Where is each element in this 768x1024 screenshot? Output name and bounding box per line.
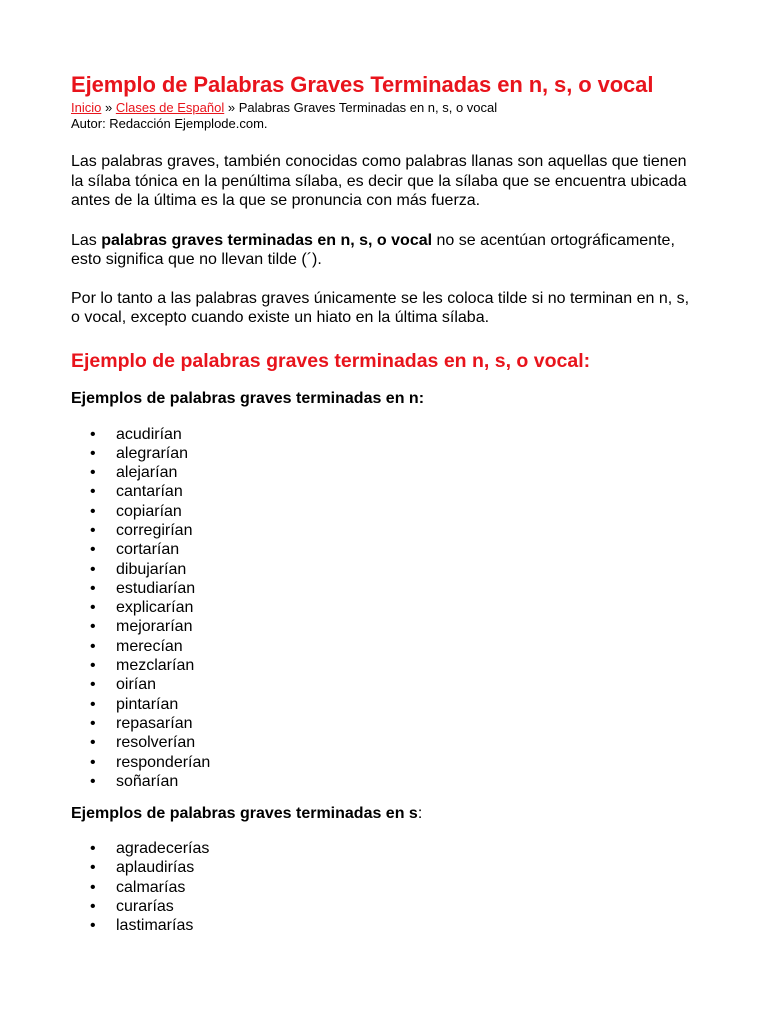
- list-item-text: cortarían: [116, 541, 180, 559]
- word-list-n: [71, 425, 696, 792]
- list-item: [71, 444, 696, 463]
- list-item: [71, 463, 696, 482]
- list-item-text: mejorarían: [116, 618, 193, 636]
- word-list-s: [71, 839, 696, 935]
- section-subtitle: Ejemplo de palabras graves terminadas en n, s, o vocal:: [71, 349, 591, 372]
- list-item-text: repasarían: [116, 714, 193, 732]
- bullet-icon: •: [90, 579, 96, 597]
- breadcrumb-separator: »: [224, 100, 239, 115]
- list-item: [71, 858, 696, 877]
- list-item-text: cantarían: [116, 483, 183, 501]
- list-item-text: mezclarían: [116, 657, 195, 675]
- bullet-icon: •: [90, 917, 96, 935]
- list-item: [71, 521, 696, 540]
- list-item: [71, 425, 696, 444]
- list-item-text: agradecerías: [116, 840, 210, 858]
- list-heading-s-text: Ejemplos de palabras graves terminadas en s: [71, 805, 418, 823]
- bullet-icon: •: [90, 878, 96, 896]
- list-item: [71, 733, 696, 752]
- list-item-text: aplaudirías: [116, 859, 195, 877]
- list-item: [71, 617, 696, 636]
- bullet-icon: •: [90, 618, 96, 636]
- bullet-icon: •: [90, 502, 96, 520]
- bullet-icon: •: [90, 483, 96, 501]
- bullet-icon: •: [90, 541, 96, 559]
- bullet-icon: •: [90, 444, 96, 462]
- list-item: [71, 540, 696, 559]
- list-item-text: dibujarían: [116, 560, 187, 578]
- list-item: [71, 675, 696, 694]
- exception-paragraph: Por lo tanto a las palabras graves únicamente se les coloca tilde si no terminan en n, s, o vocal, excepto cuando existe un hiato en la última sílaba.: [71, 289, 690, 326]
- list-item-text: estudiarían: [116, 579, 196, 597]
- list-item-text: curarías: [116, 898, 174, 916]
- breadcrumb-current: Palabras Graves Terminadas en n, s, o vocal: [238, 100, 498, 115]
- bullet-icon: •: [90, 657, 96, 675]
- list-item-text: resolverían: [116, 734, 196, 752]
- bullet-icon: •: [90, 753, 96, 771]
- list-item: [71, 916, 696, 935]
- breadcrumb-link-home[interactable]: Inicio: [71, 100, 102, 115]
- list-item-text: alegrarían: [116, 444, 189, 462]
- bullet-icon: •: [90, 695, 96, 713]
- rule-text-start: Las: [71, 231, 102, 249]
- list-item-text: explicarían: [116, 599, 194, 617]
- list-item: [71, 656, 696, 675]
- page-title: Ejemplo de Palabras Graves Terminadas en n, s, o vocal: [71, 72, 654, 97]
- list-item: [71, 502, 696, 521]
- list-item-text: corregirían: [116, 521, 193, 539]
- bullet-icon: •: [90, 898, 96, 916]
- list-item-text: oirían: [116, 676, 157, 694]
- list-heading-s: [71, 804, 696, 824]
- list-item: [71, 560, 696, 579]
- rule-paragraph: [71, 231, 696, 270]
- bullet-icon: •: [90, 840, 96, 858]
- bullet-icon: •: [90, 714, 96, 732]
- list-item: [71, 753, 696, 772]
- list-item-text: soñarían: [116, 772, 179, 790]
- list-item: [71, 839, 696, 858]
- bullet-icon: •: [90, 560, 96, 578]
- list-item-text: merecían: [116, 637, 183, 655]
- list-item-text: pintarían: [116, 695, 179, 713]
- list-item: [71, 878, 696, 897]
- list-item-text: alejarían: [116, 464, 178, 482]
- list-item-text: copiarían: [116, 502, 182, 520]
- bullet-icon: •: [90, 859, 96, 877]
- list-item: [71, 897, 696, 916]
- list-item: [71, 598, 696, 617]
- list-item: [71, 482, 696, 501]
- breadcrumb-link-section[interactable]: Clases de Español: [115, 100, 225, 115]
- list-item-text: calmarías: [116, 878, 186, 896]
- bullet-icon: •: [90, 599, 96, 617]
- list-item: [71, 695, 696, 714]
- list-item: [71, 772, 696, 791]
- bullet-icon: •: [90, 521, 96, 539]
- list-item-text: responderían: [116, 753, 211, 771]
- list-heading-n: Ejemplos de palabras graves terminadas en n:: [71, 389, 425, 407]
- bullet-icon: •: [90, 425, 96, 443]
- bullet-icon: •: [90, 464, 96, 482]
- list-item-text: lastimarías: [116, 917, 194, 935]
- bullet-icon: •: [90, 734, 96, 752]
- bullet-icon: •: [90, 772, 96, 790]
- list-item: [71, 637, 696, 656]
- breadcrumb: [71, 100, 696, 116]
- author-line: Autor: Redacción Ejemplode.com.: [71, 116, 268, 131]
- rule-text-bold: palabras graves terminadas en n, s, o vocal: [101, 231, 433, 249]
- rule-text-end: no se acentúan ortográficamente, esto significa que no llevan tilde (´).: [71, 231, 675, 268]
- bullet-icon: •: [90, 637, 96, 655]
- list-item: [71, 714, 696, 733]
- list-heading-s-colon: :: [417, 805, 423, 823]
- list-item-text: acudirían: [116, 425, 182, 443]
- list-item: [71, 579, 696, 598]
- bullet-icon: •: [90, 676, 96, 694]
- intro-paragraph: Las palabras graves, también conocidas como palabras llanas son aquellas que tienen la sílaba tónica en la penúltima sílaba, es decir que la sílaba que se encuentra ubicada antes de la última es la que se pronuncia con más fuerza.: [71, 153, 687, 209]
- breadcrumb-separator: »: [101, 100, 116, 115]
